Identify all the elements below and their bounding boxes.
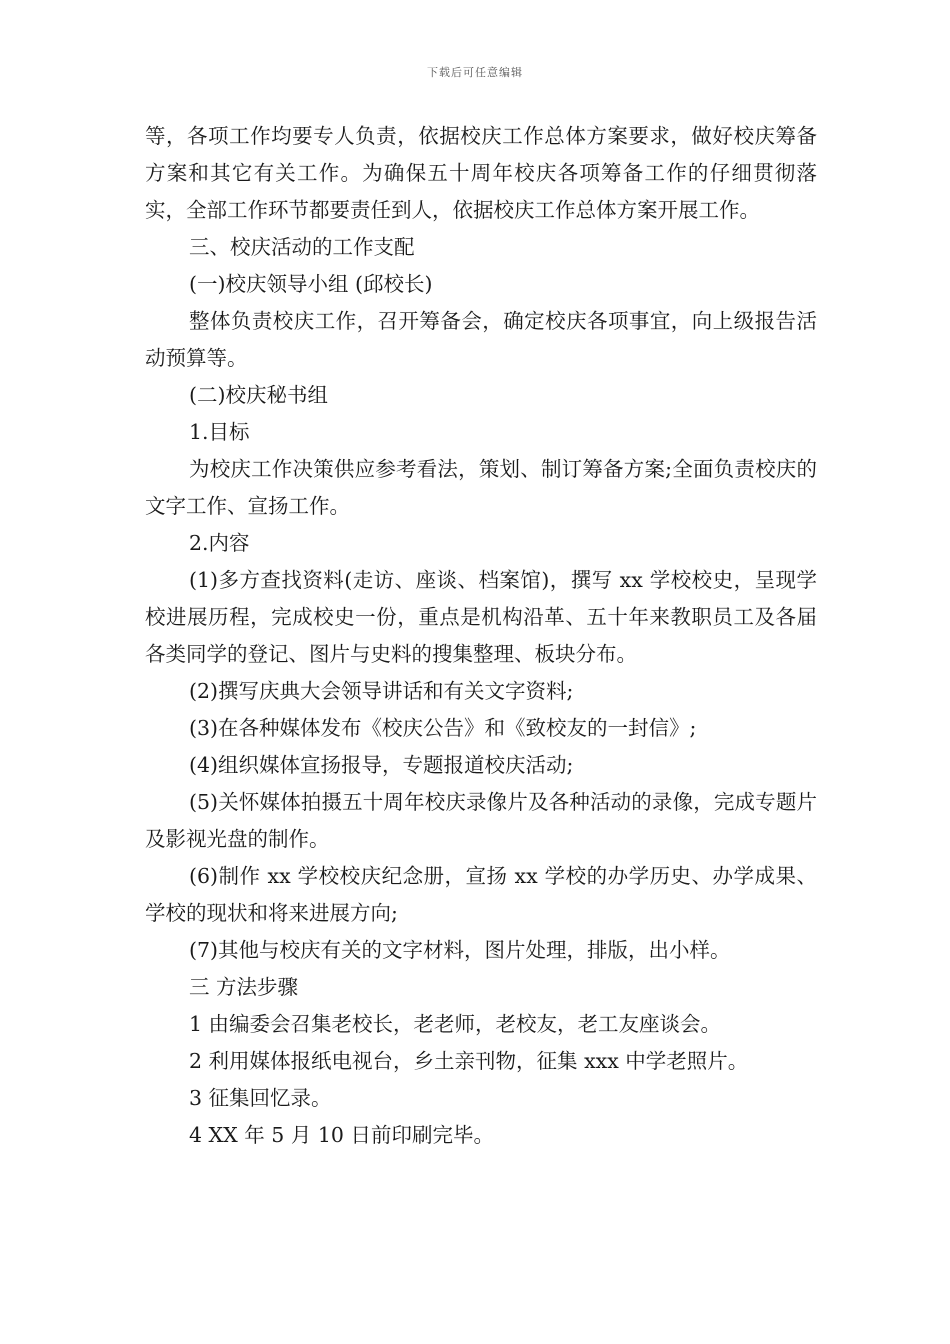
item-heading-goal: 1.目标 [189, 420, 250, 444]
list-item-1: (1)多方查找资料(走访、座谈、档案馆)，撰写 xx 学校校史，呈现学校进展历程，完成校史一份，重点是机构沿革、五十年来教职员工及各届各类同学的登记、图片与史料的搜集整理、板块分布。 [145, 568, 817, 666]
page-header-note: 下载后可任意编辑 [427, 66, 523, 79]
paragraph-continued: 等，各项工作均要专人负责，依据校庆工作总体方案要求，做好校庆筹备方案和其它有关工作。为确保五十周年校庆各项筹备工作的仔细贯彻落实，全部工作环节都要责任到人，依据校庆工作总体方案开展工作。 [145, 124, 817, 222]
step-3: 3 征集回忆录。 [189, 1086, 332, 1110]
list-item-6: (6)制作 xx 学校校庆纪念册，宣扬 xx 学校的办学历史、办学成果、学校的现状和将来进展方向; [145, 864, 817, 925]
section-heading-method-steps: 三 方法步骤 [189, 975, 299, 999]
subsection-heading-secretariat: (二)校庆秘书组 [189, 383, 328, 407]
list-item-5: (5)关怀媒体拍摄五十周年校庆录像片及各种活动的录像，完成专题片及影视光盘的制作。 [145, 790, 817, 851]
list-item-4: (4)组织媒体宣扬报导，专题报道校庆活动; [189, 753, 574, 777]
subsection-heading-leadership-group: (一)校庆领导小组 (邱校长) [189, 272, 433, 296]
list-item-2: (2)撰写庆典大会领导讲话和有关文字资料; [189, 679, 574, 703]
step-2: 2 利用媒体报纸电视台，乡土亲刊物，征集 xxx 中学老照片。 [189, 1049, 749, 1073]
paragraph-leadership-duties: 整体负责校庆工作，召开筹备会，确定校庆各项事宜，向上级报告活动预算等。 [145, 309, 817, 370]
list-item-7: (7)其他与校庆有关的文字材料，图片处理，排版，出小样。 [189, 938, 731, 962]
list-item-3: (3)在各种媒体发布《校庆公告》和《致校友的一封信》; [189, 716, 697, 740]
step-4: 4 XX 年 5 月 10 日前印刷完毕。 [189, 1123, 494, 1147]
item-heading-content: 2.内容 [189, 531, 250, 555]
paragraph-goal: 为校庆工作决策供应参考看法，策划、制订筹备方案;全面负责校庆的文字工作、宣扬工作。 [145, 457, 817, 518]
step-1: 1 由编委会召集老校长，老老师，老校友，老工友座谈会。 [189, 1012, 722, 1036]
document-body [145, 118, 817, 1154]
section-heading-work-arrangement: 三、校庆活动的工作支配 [189, 235, 415, 259]
